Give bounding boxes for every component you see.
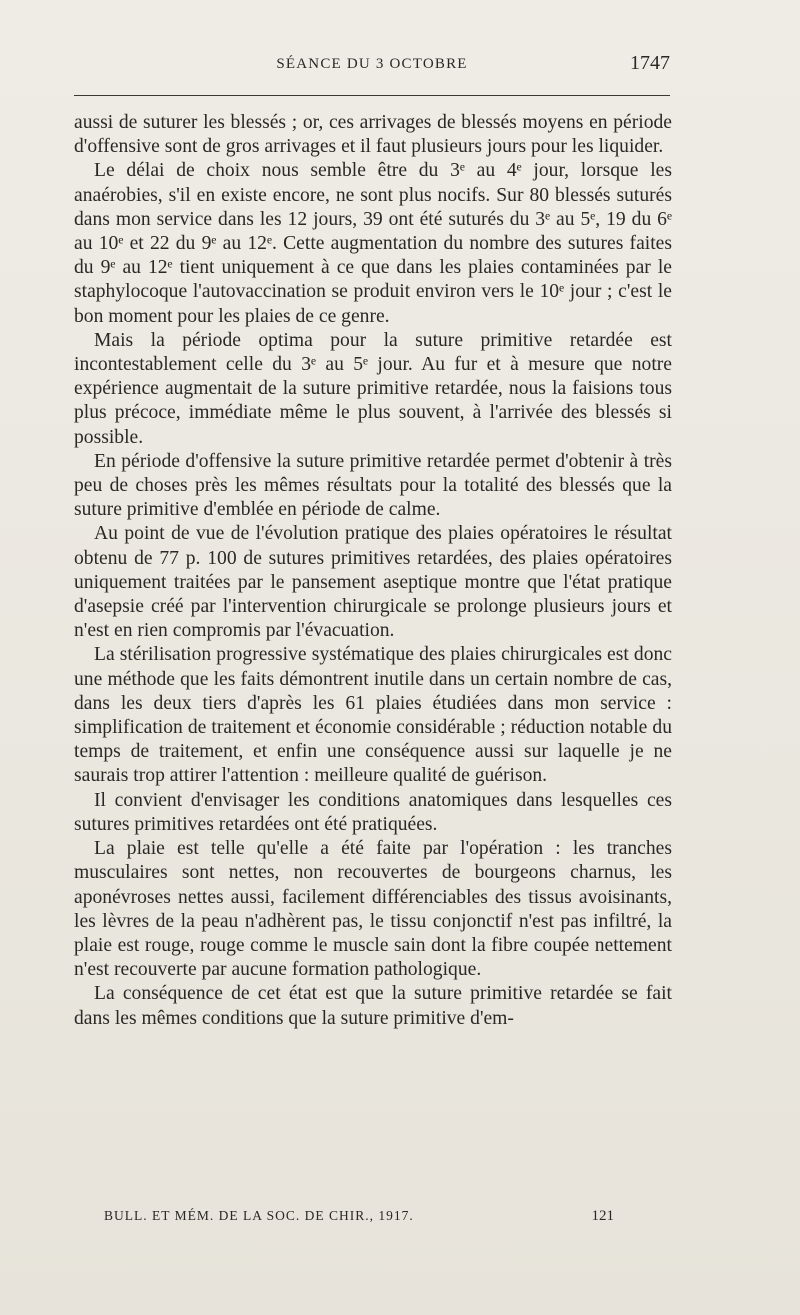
paragraph: aussi de suturer les blessés ; or, ces arrivages de blessés moyens en période d'offensive sont de gros arrivages et il faut plusieurs jours pour les liquider. [74,112,672,158]
paragraph: La stérilisation progressive systématique des plaies chirurgicales est donc une méthode que les faits démontrent inutile dans un certain nombre de cas, dans les deux tiers d'après les 61 plaies étudiées dans mon service : simplification de traitement et économie considérable ; réduction notable du temps de traitement, et enfin une conséquence aussi sur laquelle je ne saurais trop attirer l'attention : meilleure qualité de guérison. [74,644,672,787]
paragraph: Au point de vue de l'évolution pratique des plaies opératoires le résultat obtenu de 77 p. 100 de sutures primitives retardées, des plaies opératoires uniquement traitées par le pansement aseptique montre que l'état pratique d'asepsie créé par l'intervention chirurgicale se prolonge plusieurs jours et n'est en rien compromis par l'évacuation. [74,523,672,642]
paragraph: La conséquence de cet état est que la suture primitive retardée se fait dans les mêmes conditions que la suture primitive d'em- [74,983,672,1029]
footer-journal-reference: BULL. ET MÉM. DE LA SOC. DE CHIR., 1917. [104,1208,414,1223]
running-head [74,52,670,82]
running-title: SÉANCE DU 3 OCTOBRE [276,56,468,72]
paragraph: La plaie est telle qu'elle a été faite par l'opération : les tranches musculaires sont nettes, non recouvertes de bourgeons charnus, les aponévroses nettes aussi, facilement différenciables des tissus avoisinants, les lèvres de la peau n'adhèrent pas, le tissu conjonctif n'est pas infiltré, la plaie est rouge, rouge comme le muscle sain dont la fibre coupée nettement n'est recouverte par aucune formation pathologique. [74,838,672,981]
page-number: 1747 [630,52,670,74]
header-rule [74,95,670,96]
body-text [74,111,672,1031]
paragraph: Il convient d'envisager les conditions anatomiques dans lesquelles ces sutures primitives retardées ont été pratiquées. [74,789,672,835]
paragraph: Mais la période optima pour la suture primitive retardée est incontestablement celle du 3ᵉ au 5ᵉ jour. Au fur et à mesure que notre expérience augmentait de la suture primitive retardée, nous la faisions tous plus précoce, immédiate même le plus souvent, à l'arrivée des blessés si possible. [74,329,672,448]
paragraph: Le délai de choix nous semble être du 3ᵉ au 4ᵉ jour, lorsque les anaérobies, s'il en existe encore, ne sont plus nocifs. Sur 80 blessés suturés dans mon service dans les 12 jours, 39 ont été suturés du 3ᵉ au 5ᵉ, 19 du 6ᵉ au 10ᵉ et 22 du 9ᵉ au 12ᵉ. Cette augmentation du nombre des sutures faites du 9ᵉ au 12ᵉ tient uniquement à ce que dans les plaies contaminées par le staphylocoque l'autovaccination se produit environ vers le 10ᵉ jour ; c'est le bon moment pour les plaies de ce genre. [74,160,672,327]
footer-signature-number: 121 [591,1208,614,1224]
paragraph: En période d'offensive la suture primitive retardée permet d'obtenir à très peu de choses près les mêmes résultats pour la totalité des blessés que la suture primitive d'emblée en période de calme. [74,450,672,521]
page-footer [104,1208,614,1230]
